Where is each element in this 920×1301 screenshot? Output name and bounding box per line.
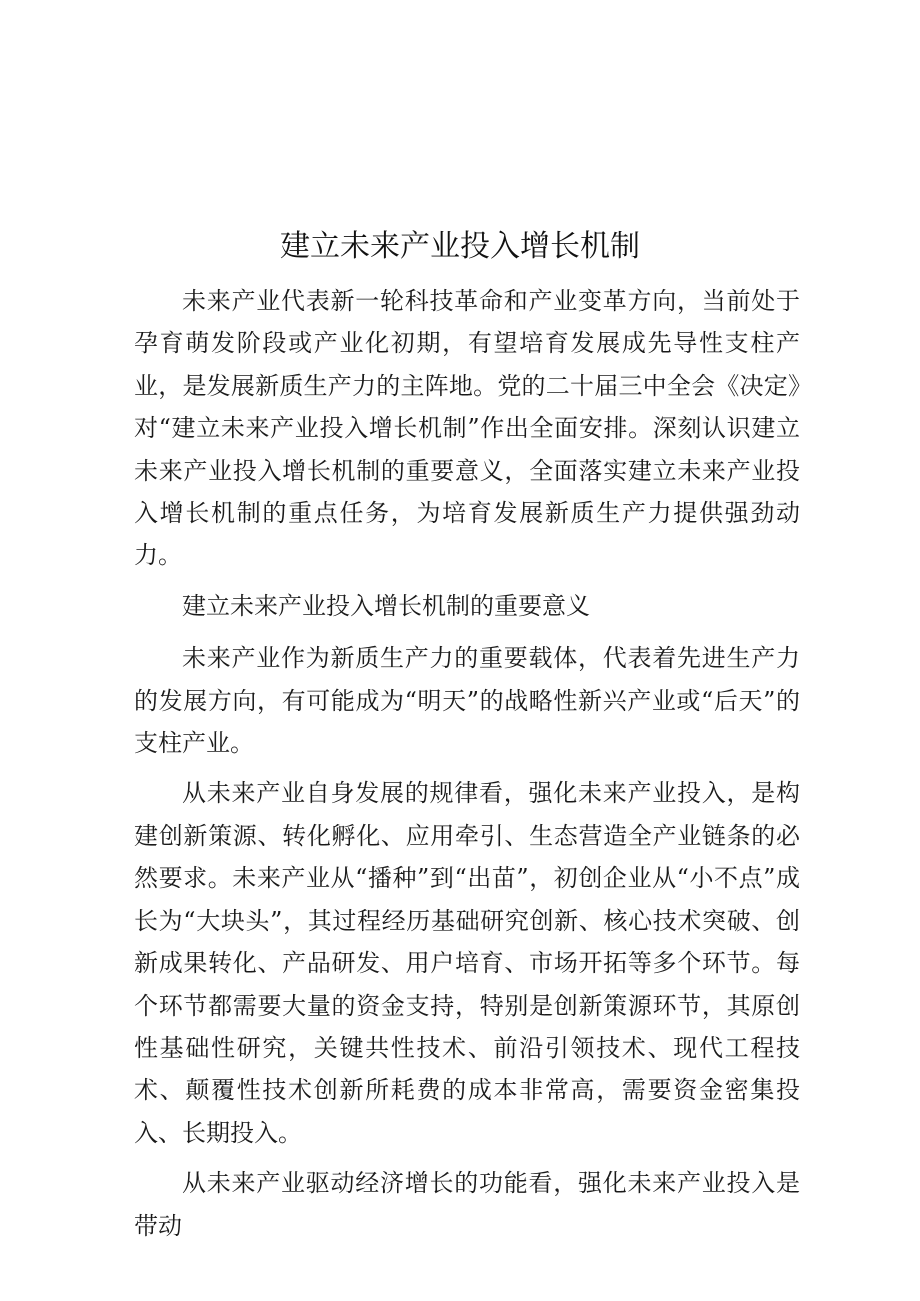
paragraph-carrier: 未来产业作为新质生产力的重要载体，代表着先进生产力的发展方向，有可能成为“明天”的战略性新兴产业或“后天”的支柱产业。 — [134, 644, 800, 758]
document-title: 建立未来产业投入增长机制 — [280, 229, 640, 264]
paragraph-intro: 未来产业代表新一轮科技革命和产业变革方向，当前处于孕育萌发阶段或产业化初期，有望培育发展成先导性支柱产业，是发展新质生产力的主阵地。党的二十届三中全会《决定》对“建立未来产业投入增长机制”作出全面安排。深刻认识建立未来产业投入增长机制的重要意义，全面落实建立未来产业投入增长机制的重点任务，为培育发展新质生产力提供强劲动力。 — [134, 287, 800, 570]
paragraph-growth: 从未来产业驱动经济增长的功能看，强化未来产业投入是带动 — [134, 1169, 800, 1240]
document-body — [134, 280, 800, 1255]
section-heading: 建立未来产业投入增长机制的重要意义 — [182, 591, 590, 620]
paragraph-law: 从未来产业自身发展的规律看，强化未来产业投入，是构建创新策源、转化孵化、应用牵引、生态营造全产业链条的必然要求。未来产业从“播种”到“出苗”，初创企业从“小不点”成长为“大块头”，其过程经历基础研究创新、核心技术突破、创新成果转化、产品研发、用户培育、市场开拓等多个环节。每个环节都需要大量的资金支持，特别是创新策源环节，其原创性基础性研究，关键共性技术、前沿引领技术、现代工程技术、颠覆性技术创新所耗费的成本非常高，需要资金密集投入、长期投入。 — [134, 779, 800, 1147]
